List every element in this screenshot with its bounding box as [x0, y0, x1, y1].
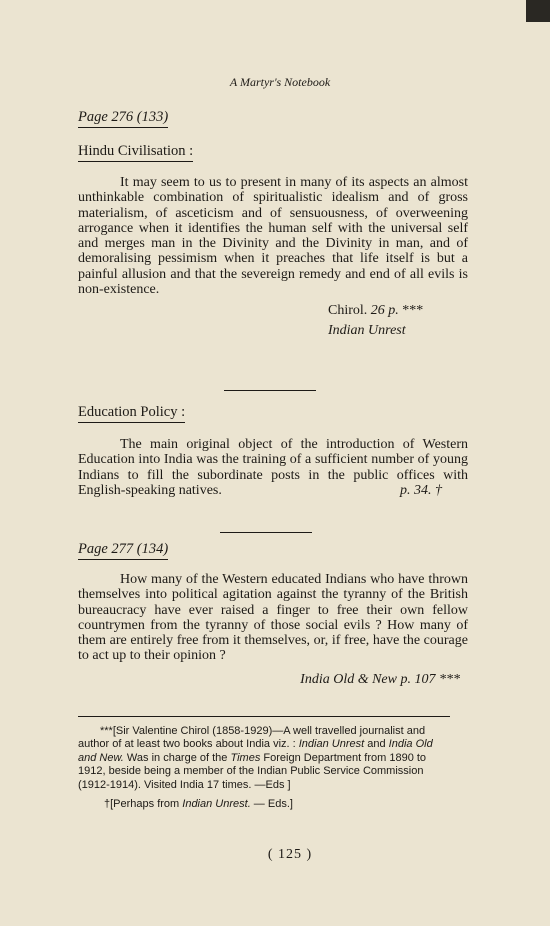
footnotes: [78, 725, 453, 811]
paragraph: How many of the Western educated Indians who have thrown themselves into political agitation against the tyranny of the British bureaucracy have ever raised a finger to free their own fellow countrymen from the tyranny of those social evils ? How many of them are entirely free from it themselves, or, if free, have the courage to act up to their opinion ?: [78, 572, 468, 664]
paragraph: It may seem to us to present in many of its aspects an almost unthinkable combination of spiritualistic idealism and of gross materialism, of asceticism and of sensuousness, of overweening arrogance when it identifies the human self with the universal self and merges man in the Divinity and the Divinity in man, and of demoralising pessimism when it preaches that life itself is but a painful allusion and that the severeign remedy and end of all evils is non-existence.: [78, 175, 468, 298]
running-head: A Martyr's Notebook: [229, 75, 331, 89]
footnote-chirol: ***[Sir Valentine Chirol (1858-1929)—A well travelled journalist and author of at least two books about India viz. : Indian Unrest and India Old and New. Was in charge of the Times Foreign Department from 1890 to 1912, beside being a member of the Indian Public Service Commission (1912-1914). Visited India 17 times. —Eds ]: [78, 725, 433, 791]
footnote-dagger: †[Perhaps from Indian Unrest. — Eds.]: [104, 798, 293, 811]
section-education-policy: [78, 403, 468, 501]
citation: India Old & New p. 107 ***: [300, 671, 460, 687]
page-number: ( 125 ): [267, 847, 313, 862]
citation: p. 34. †: [400, 483, 442, 499]
footnote-mark: ***: [100, 725, 113, 737]
citation: [78, 301, 468, 341]
page-reference: Page 277 (134): [78, 541, 168, 560]
section-divider: [220, 532, 312, 533]
citation-page: 26 p.: [370, 303, 399, 319]
section-heading: Education Policy :: [78, 404, 185, 423]
section-page-277: [78, 540, 468, 690]
footnote-rule: [78, 716, 450, 717]
page-reference: Page 276 (133): [78, 109, 168, 128]
citation-title: Indian Unrest: [328, 323, 406, 339]
section-heading: Hindu Civilisation :: [78, 143, 193, 162]
citation-author: Chirol.: [328, 303, 368, 319]
section-divider: [224, 390, 316, 391]
paragraph: The main original object of the introduction of Western Education into India was the training of a sufficient number of young Indians to fill the subordinate posts in the public offices with English-speaking natives.: [78, 437, 468, 498]
citation-mark: ***: [402, 303, 424, 319]
page-corner-shadow: [526, 0, 550, 22]
section-hindu-civilisation: [78, 108, 468, 341]
